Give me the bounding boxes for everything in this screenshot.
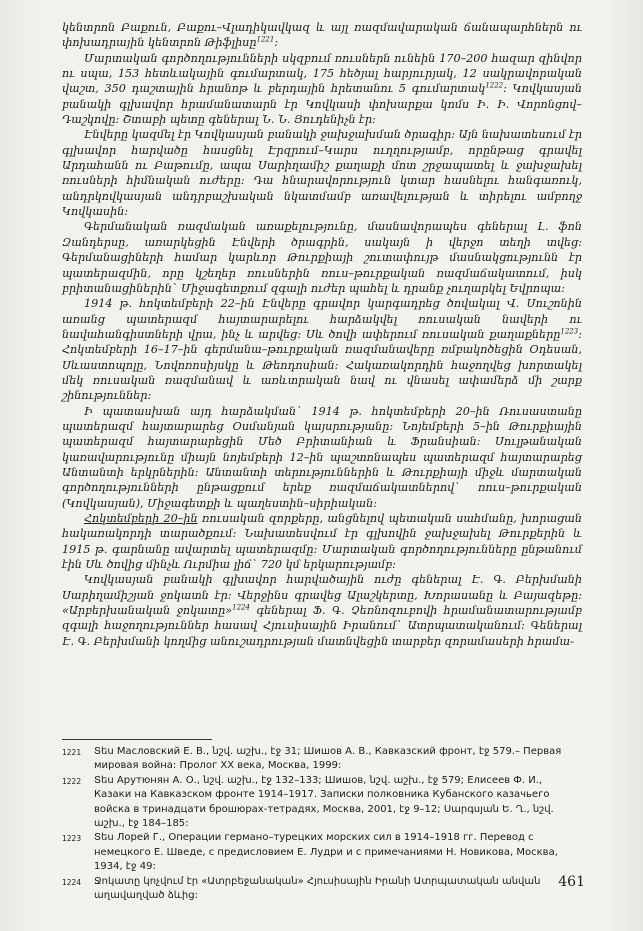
footnote	[62, 831, 582, 874]
paragraph-text: 1914 թ. հոկտեմբերի 22–ին Էնվերը գրավոր կարգադրեց ծովակալ Վ. Սուշոնին առանց պատերազմ հայտարարելու հարձակվել ռուսական նավերի ու նավահանգիստների վրա, ինչ և արվեց: Սև ծովի ափերում ռուսական քաղաքները	[62, 297, 582, 341]
paragraph-text: Էնվերը կազմել էր Կովկասյան բանակի ջախջախման ծրագիր: Այն նախատեսում էր գլխավոր հարվածը հասցնել Էրզրում–Կարս ուղղությամբ, որընթաց գրավել Արդահանն ու Բաթումը, ապա Սարիղամիշ քաղաքի մոտ շրջապատել և ջախջախել ռուսների հիմնական ուժերը: Դա հնարավորություն կտար հասնելու հանգառուկ, անդրկովկասյան անդրբաշխական նկատմամբ առավելության և տիրելու ամբողջ Կովկասին:	[62, 128, 582, 219]
footnotes	[62, 745, 582, 903]
paragraph	[62, 296, 582, 403]
footnote-separator	[62, 739, 212, 740]
footnote-text: Տես Лорей Г., Операции германо–турецких морских сил в 1914–1918 гг. Перевод с немецкого Е. Шведе, с предисловием Е. Лудри и с примечаниями Н. Новикова, Москва, 1934, էջ 49:	[94, 832, 558, 873]
paragraph	[62, 51, 582, 128]
paragraph-text: գեներալ Ֆ. Գ. Չեռնոզուբովի հրամանատարությամբ զգալի հաջողություններ հասավ Հյուսիսային Իրանում` Ատրպատականում: Գեներալ Է. Գ. Բերխմանի կողմից անուշադրության մատնվեցին տարբեր զորամասերի հրամա-	[62, 604, 582, 648]
paragraph	[62, 404, 582, 511]
paragraph-text: Ի պատասխան այդ հարձակման` 1914 թ. հոկտեմբերի 20–ին Ռուսաստանը պատերազմ հայտարարեց Օսմանյան կայսրությանը: Նոյեմբերի 5–ին Թուրքիային պատերազմ հայտարարեցին Մեծ Բրիտանիան և Ֆրանսիան: Սուլթանական կառավարությունը միայն նոյեմբերի 12–ին պաշտոնապես պատերազմ հայտարարեց Անտանտի երկրներին: Անտանտի տերություններին և Թուրքիայի միջև մարտական գործողությունների ընթացքում երեք ռազմաճակատներով` ռուս–թուրքական (Կովկասյան), Միջագետքի և պաղեստին–սիրիական:	[62, 404, 582, 510]
footnote-number: 1222	[62, 776, 82, 786]
paragraph-text: : Կովկասյան բանակի գլխավոր հրամանատարն էր Կովկասի փոխարքա կոմս Ի. Ի. Վորոնցով–Դաշկովը: Շտաբի պետը գեներալ Ն. Ն. Յուդենիչն էր:	[62, 82, 582, 127]
paragraph-text: Մարտական գործողությունների սկզբում ռուսներն ունեին 170–200 հազար զինվոր ու սպա, 153 հետևակային գումարտակ, 175 հեծյալ հարյուրյակ, 12 սակրավորական վաշտ, 350 դաշտային հրանոթ և բերդային հրետանու 5 գումարտակ	[62, 51, 582, 96]
paragraph	[62, 127, 582, 219]
paragraph-text: :	[274, 36, 279, 50]
footnote-ref: 1223	[560, 327, 579, 336]
paragraph-text: Կովկասյան բանակի գլխավոր հարվածային ուժը գեներալ Է. Գ. Բերխմանի Սարիղամիշյան ջոկատն էր: Վերջինս գրավեց Ալաշկերտը, Խորասանը և Բայազեթը: «Արբերխանական ջոկատը»	[62, 573, 582, 618]
paragraph	[62, 219, 582, 296]
paragraph-text: : Հոկտեմբերի 16–17–ին գերմանա–թուրքական ռազմանավերը ռմբակոծեցին Օդեսան, Սևաստոպոլը, Նովոռոսիյսկը և Թեոդոսիան: Հակառակորդին հաջողվեց խորտակել մեկ ռուսական ռազմանավ և առևտրական նավ ու վնասել ափամերձ մի շարք շինություններ:	[62, 327, 582, 403]
footnote-ref: 1221	[256, 35, 275, 44]
footnote-ref: 1222	[485, 81, 504, 90]
paragraph	[62, 511, 582, 572]
paragraph	[62, 572, 582, 649]
page-number: 461	[558, 874, 585, 890]
footnote	[62, 745, 582, 774]
footnote-text: Ջոկատը կոչվում էր «Ատրբեջանական» Հյուսիսային Իրանի Ատրպատական անվան աղավաղված ձևից:	[94, 875, 541, 902]
paragraph-text: Գերմանական ռազմական առաքելությունը, մասնավորապես գեներալ Լ. ֆոն Զանդերսը, առարկեցին Էնվերի ծրագրին, սակայն ի վերջո տեղի տվեց: Գերմանացիների համար կարևոր Թուրքիայի շուտափույթ մասնակցությունն էր պատերազմին, որը կշեղեր ռուսներին ռուս–թուրքական ռազմաճակատում, իսկ բրիտանացիներին` Միջագետքում զգալի ուժեր պահել և դրանք չուղարկել Եվրոպա:	[62, 220, 582, 295]
paragraph-text: կենտրոն Բաքուն, Բաքու–Վլադիկավկազ և այլ ռազմավարական ճանապարհներն ու փոխադրային կենտրոն Թիֆլիսը	[62, 21, 582, 50]
paragraph	[62, 20, 582, 51]
underlined-phrase: Հոկտեմբերի 20–ին	[84, 512, 198, 525]
footnote	[62, 774, 582, 832]
footnote-number: 1221	[62, 748, 82, 757]
footnote-text: Տես Масловский Е. В., նշվ. աշխ., էջ 31; Шишов А. В., Кавказский фронт, էջ 579.– Первая мировая война: Пролог XX века, Москва, 1999:	[94, 746, 562, 772]
footnote-number: 1224	[62, 877, 82, 887]
footnote-text: Տես Арутюнян А. О., նշվ. աշխ., էջ 132–133; Шишов, նշվ. աշխ., էջ 579; Елисеев Ф. И., Казаки на Кавказском фронте 1914–1917. Записки полковника Кубанского казачьего войска в тринадцати брошюрах-тетрадях, Москва, 2001, էջ 9–12; Սարգսյան Ե. Ղ., նշվ. աշխ., էջ 184–185:	[94, 774, 554, 830]
footnote	[62, 875, 582, 904]
main-text	[62, 20, 582, 649]
footnote-number: 1223	[62, 834, 82, 844]
paragraph-text: Հոկտեմբերի 20–ին ռուսական զորքերը, անցնելով պետական սահմանը, խորացան հակառակորդի տարածքում: Նախատեսվում էր գլխովին ջախջախել Թուրքերին և 1915 թ. գարնանը ավարտել պատերազմը: Մարտական գործողությունները ընթանում էին Սև ծովից մինչև Ուրմիա լիճ` 720 կմ երկարությամբ:	[62, 512, 582, 572]
footnote-ref: 1224	[232, 603, 250, 612]
